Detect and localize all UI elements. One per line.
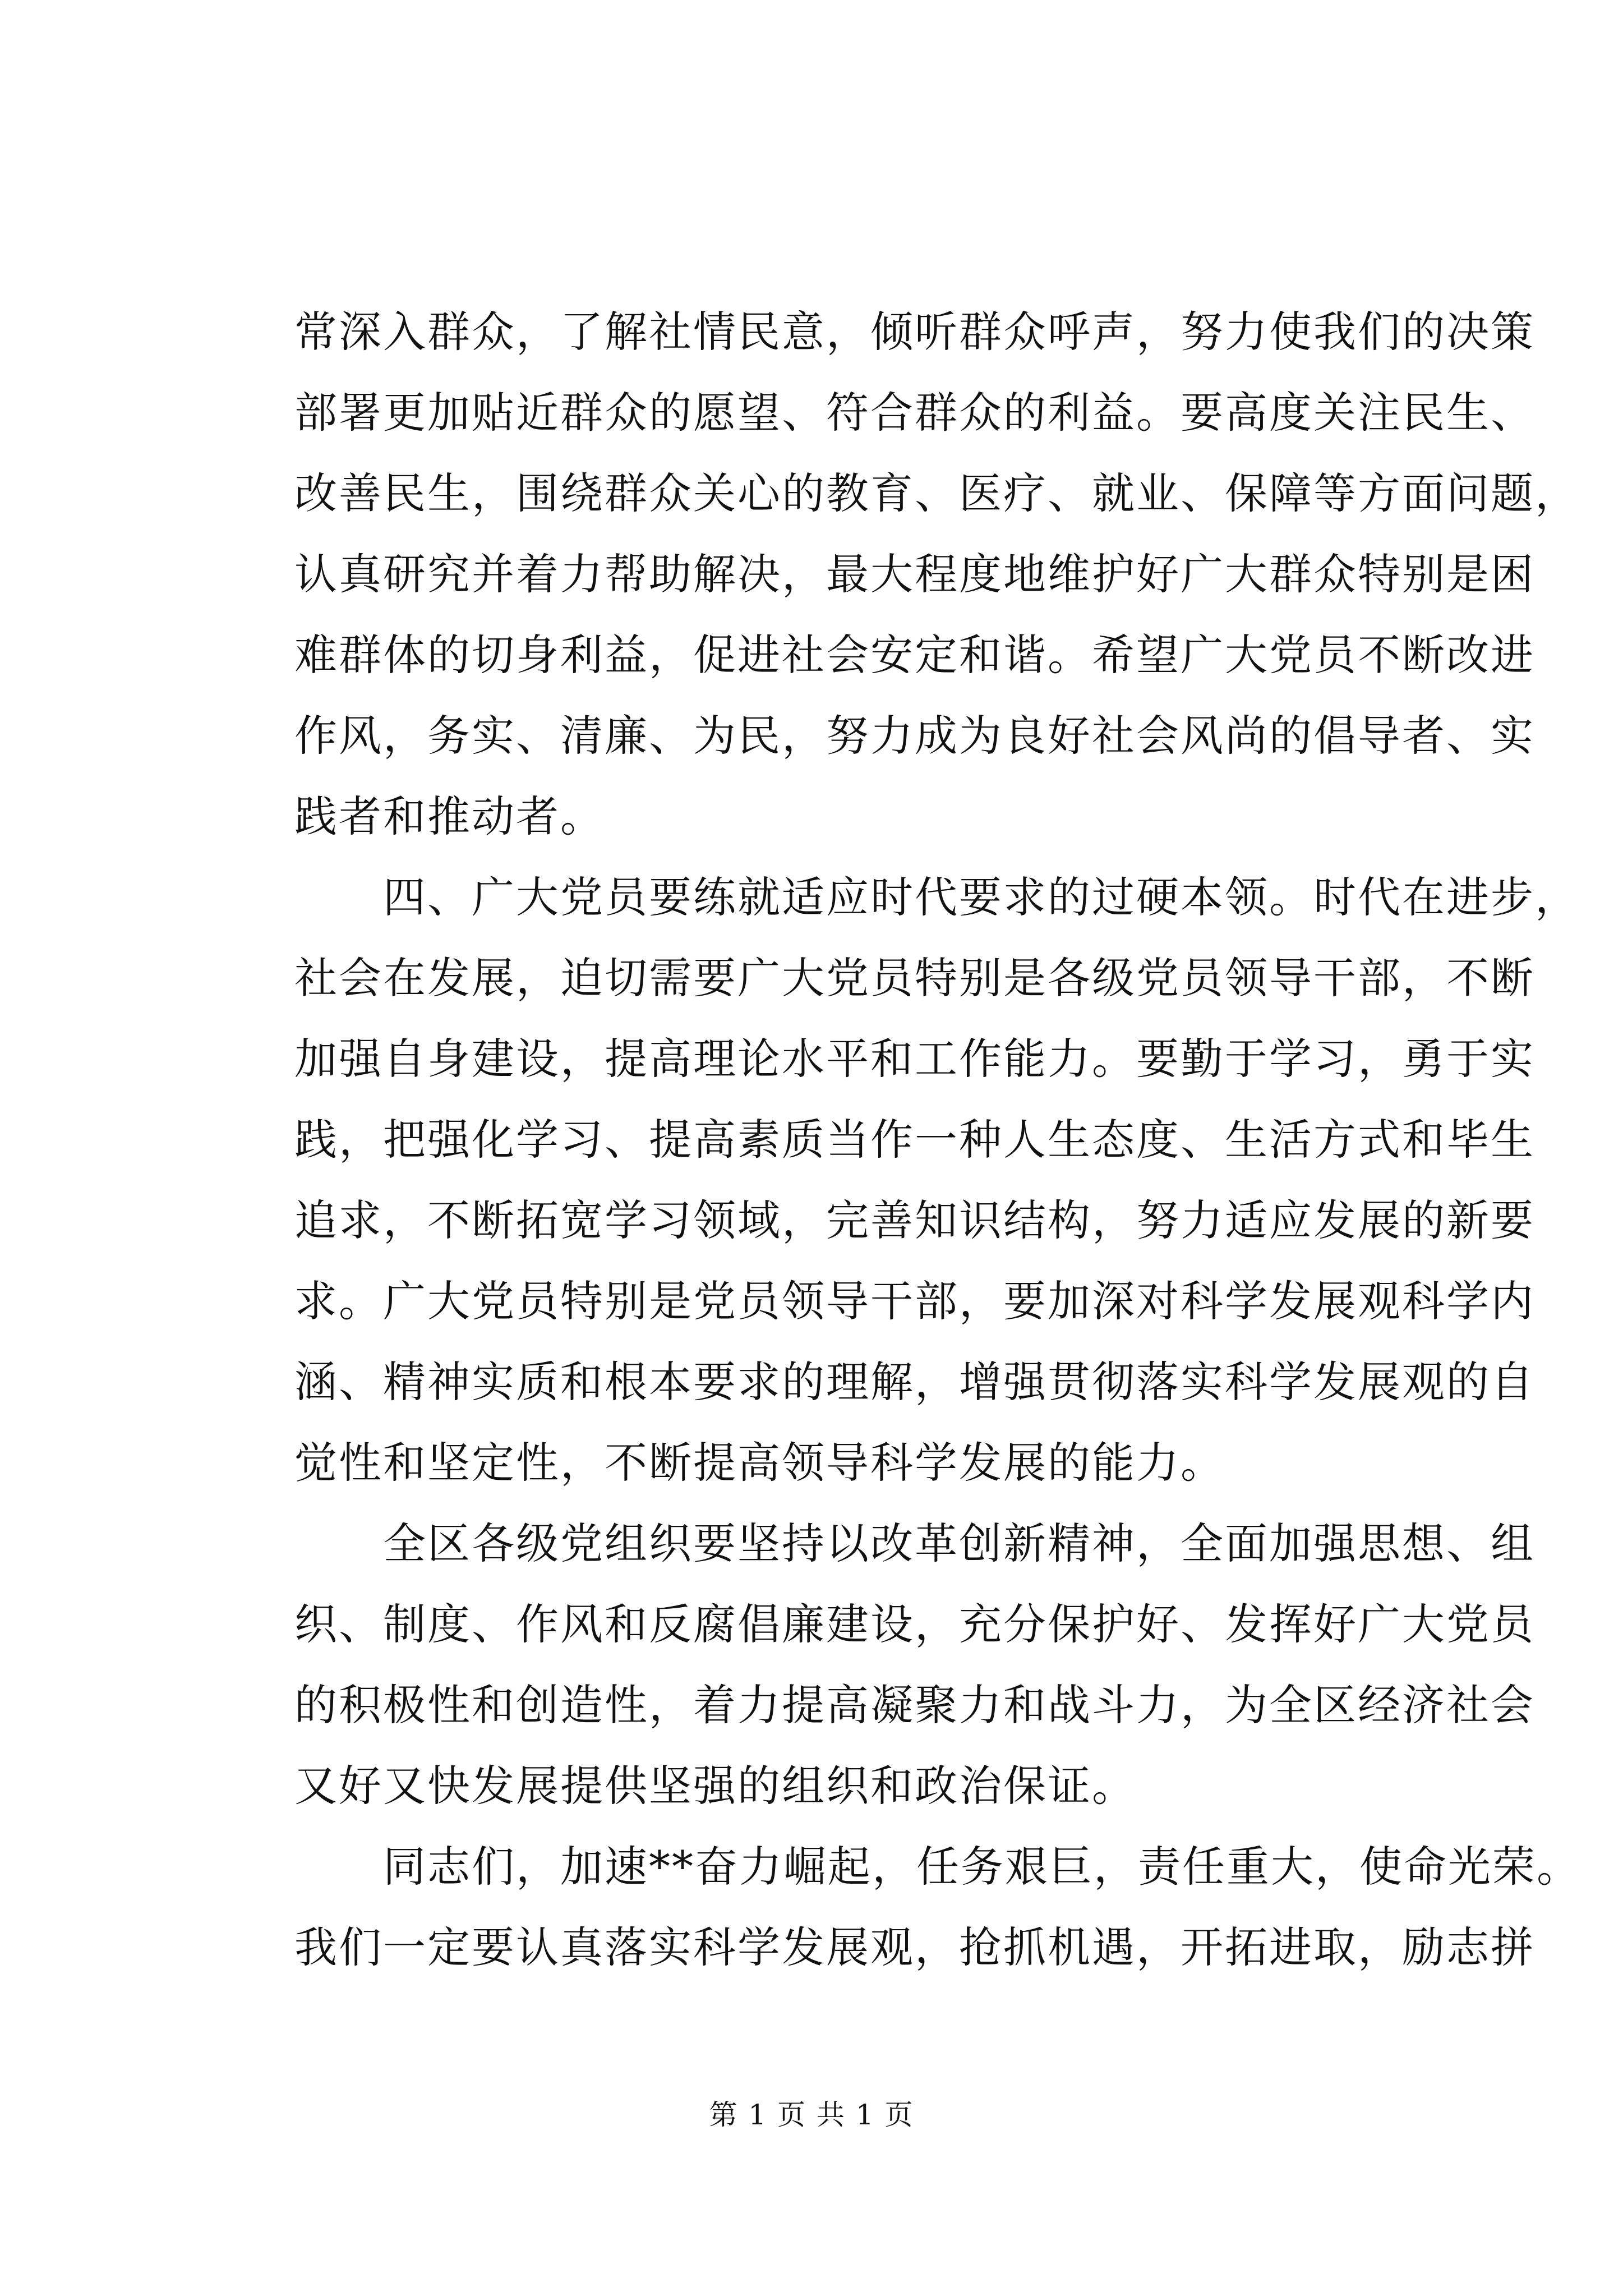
text-line: 的积极性和创造性，着力提高凝聚力和战斗力，为全区经济社会 [294,1680,1535,1730]
text-line: 觉性和坚定性，不断提高领导科学发展的能力。 [294,1438,1225,1488]
text-line: 我们一定要认真落实科学发展观，抢抓机遇，开拓进取，励志拼 [294,1922,1535,1972]
text-line: 常深入群众，了解社情民意，倾听群众呼声，努力使我们的决策 [294,307,1535,357]
text-line: 难群体的切身利益，促进社会安定和谐。希望广大党员不断改进 [294,630,1535,680]
text-line: 部署更加贴近群众的愿望、符合群众的利益。要高度关注民生、 [294,388,1535,438]
text-line: 四、广大党员要练就适应时代要求的过硬本领。时代在进步， [294,872,1579,922]
text-line: 加强自身建设，提高理论水平和工作能力。要勤于学习，勇于实 [294,1034,1535,1084]
text-line: 认真研究并着力帮助解决，最大程度地维护好广大群众特别是困 [294,549,1535,599]
text-line: 践，把强化学习、提高素质当作一种人生态度、生活方式和毕生 [294,1115,1535,1165]
text-line: 改善民生，围绕群众关心的教育、医疗、就业、保障等方面问题， [294,468,1579,518]
text-line: 追求，不断拓宽学习领域，完善知识结构，努力适应发展的新要 [294,1195,1535,1245]
text-line: 全区各级党组织要坚持以改革创新精神，全面加强思想、组 [294,1519,1535,1568]
text-line: 求。广大党员特别是党员领导干部，要加深对科学发展观科学内 [294,1276,1535,1326]
text-line: 涵、精神实质和根本要求的理解，增强贯彻落实科学发展观的自 [294,1357,1535,1407]
text-line: 作风，务实、清廉、为民，努力成为良好社会风尚的倡导者、实 [294,711,1535,761]
document-body [294,292,1581,1988]
text-line: 同志们，加速**奋力崛起，任务艰巨，责任重大，使命光荣。 [294,1842,1581,1892]
text-line: 又好又快发展提供坚强的组织和政治保证。 [294,1761,1136,1811]
page-number-footer: 第 1 页 共 1 页 [709,2099,914,2131]
text-line: 践者和推动者。 [294,792,605,841]
text-line: 社会在发展，迫切需要广大党员特别是各级党员领导干部，不断 [294,953,1535,1003]
text-line: 织、制度、作风和反腐倡廉建设，充分保护好、发挥好广大党员 [294,1599,1535,1649]
